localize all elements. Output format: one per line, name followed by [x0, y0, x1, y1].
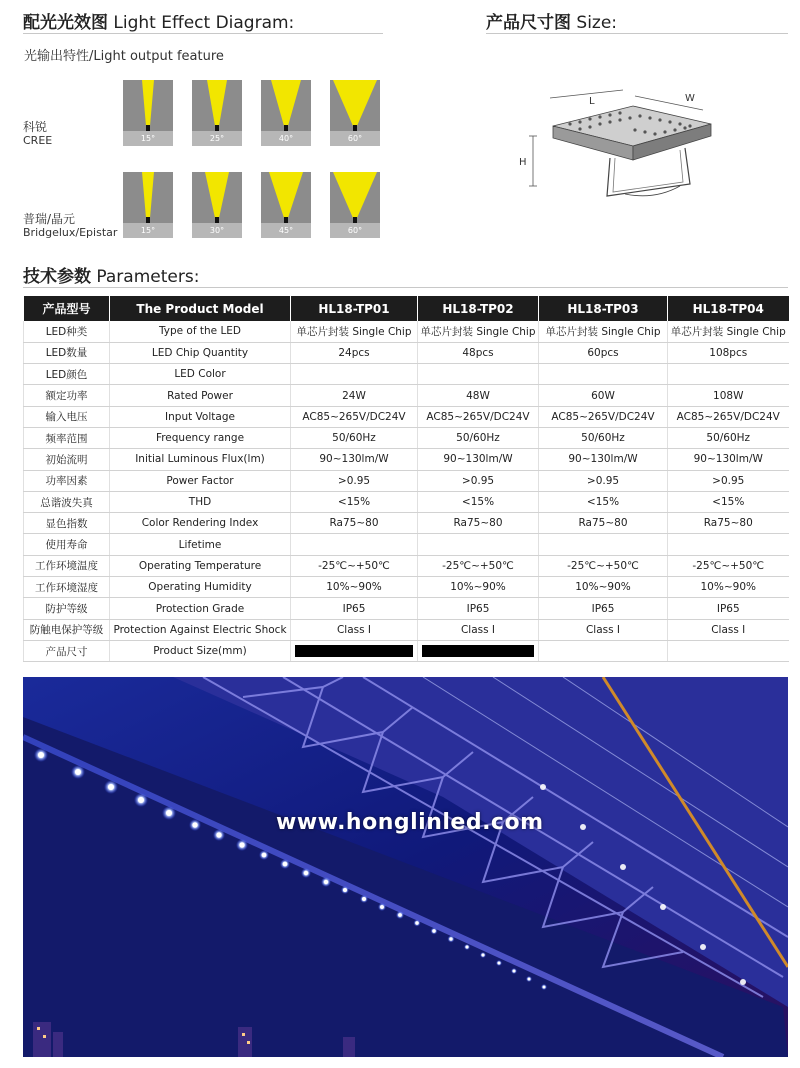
param-value: 单芯片封装 Single Chip — [539, 321, 668, 342]
param-name-cn: 额定功率 — [24, 385, 110, 406]
product-size-diagram — [515, 88, 720, 208]
param-value — [539, 364, 668, 385]
led-chip-icon — [215, 125, 219, 131]
param-value: 48W — [418, 385, 539, 406]
param-value: IP65 — [539, 598, 668, 619]
param-value: 90~130lm/W — [418, 449, 539, 470]
maker-name-en: Bridgelux/Epistar — [23, 226, 118, 239]
beam-angle-tile — [192, 80, 242, 146]
param-value: 单芯片封装 Single Chip — [418, 321, 539, 342]
param-name-en: Rated Power — [110, 385, 291, 406]
param-value: 60W — [539, 385, 668, 406]
param-value: <15% — [539, 491, 668, 512]
table-header-cell: 产品型号 — [24, 296, 110, 321]
param-value: 90~130lm/W — [668, 449, 789, 470]
table-row — [24, 619, 789, 640]
param-value: 24W — [291, 385, 418, 406]
param-name-en: LED Chip Quantity — [110, 342, 291, 363]
param-name-en: LED Color — [110, 364, 291, 385]
param-name-en: Frequency range — [110, 427, 291, 448]
light-cone-icon — [192, 80, 242, 131]
led-chip-icon — [284, 217, 288, 223]
param-value: IP65 — [668, 598, 789, 619]
dimension-H: H — [519, 157, 527, 168]
param-name-en: Color Rendering Index — [110, 513, 291, 534]
param-value: -25℃~+50℃ — [291, 555, 418, 576]
light-output-feature-label: 光输出特性/Light output feature — [24, 49, 224, 64]
param-value: 90~130lm/W — [291, 449, 418, 470]
table-row — [24, 491, 789, 512]
param-value — [668, 640, 789, 661]
param-value: 50/60Hz — [668, 427, 789, 448]
param-value: -25℃~+50℃ — [539, 555, 668, 576]
param-name-en: Protection Against Electric Shock — [110, 619, 291, 640]
param-value — [539, 640, 668, 661]
param-value: 50/60Hz — [291, 427, 418, 448]
dimension-W: W — [685, 93, 695, 104]
table-row — [24, 385, 789, 406]
param-name-en: Power Factor — [110, 470, 291, 491]
param-name-cn: 输入电压 — [24, 406, 110, 427]
table-row — [24, 342, 789, 363]
divider — [23, 33, 383, 34]
table-row — [24, 449, 789, 470]
dimension-L: L — [589, 96, 595, 107]
param-value: AC85~265V/DC24V — [418, 406, 539, 427]
table-header-cell: HL18-TP01 — [291, 296, 418, 321]
table-row — [24, 598, 789, 619]
param-value: 50/60Hz — [418, 427, 539, 448]
param-value: <15% — [291, 491, 418, 512]
param-value: Ra75~80 — [668, 513, 789, 534]
led-chip-icon — [146, 125, 150, 131]
beam-angle-tile — [123, 80, 173, 146]
param-value — [418, 364, 539, 385]
website-watermark: www.honglinled.com — [276, 810, 544, 835]
light-effect-header — [23, 8, 294, 33]
param-value — [668, 534, 789, 555]
param-value: IP65 — [291, 598, 418, 619]
table-row — [24, 534, 789, 555]
param-value: 48pcs — [418, 342, 539, 363]
table-row — [24, 555, 789, 576]
beam-angle-label: 60° — [347, 226, 363, 235]
param-value: -25℃~+50℃ — [668, 555, 789, 576]
param-name-cn: 总谐波失真 — [24, 491, 110, 512]
param-name-cn: 使用寿命 — [24, 534, 110, 555]
param-value: Class I — [291, 619, 418, 640]
light-effect-title-cn: 配光光效图 — [23, 13, 108, 33]
table-row — [24, 321, 789, 342]
param-value: IP65 — [418, 598, 539, 619]
beam-angle-label: 15° — [140, 226, 156, 235]
table-header-cell: The Product Model — [110, 296, 291, 321]
table-header-cell: HL18-TP03 — [539, 296, 668, 321]
param-value: AC85~265V/DC24V — [539, 406, 668, 427]
param-value: Ra75~80 — [418, 513, 539, 534]
param-value: 60pcs — [539, 342, 668, 363]
param-name-cn: 防护等级 — [24, 598, 110, 619]
param-name-cn: 防触电保护等级 — [24, 619, 110, 640]
param-name-cn: 工作环境湿度 — [24, 577, 110, 598]
param-value: 10%~90% — [668, 577, 789, 598]
param-value: 50/60Hz — [539, 427, 668, 448]
table-header-cell: HL18-TP02 — [418, 296, 539, 321]
beam-angle-tile — [261, 80, 311, 146]
param-name-en: Operating Humidity — [110, 577, 291, 598]
param-name-en: Lifetime — [110, 534, 291, 555]
led-chip-icon — [353, 125, 357, 131]
param-value: 单芯片封装 Single Chip — [291, 321, 418, 342]
table-row — [24, 577, 789, 598]
maker-label-bridgelux — [23, 212, 117, 240]
beam-angle-label: 40° — [278, 134, 294, 143]
beam-angle-label: 45° — [278, 226, 294, 235]
param-name-cn: 频率范围 — [24, 427, 110, 448]
param-value: 10%~90% — [539, 577, 668, 598]
param-value: >0.95 — [668, 470, 789, 491]
param-value: 10%~90% — [291, 577, 418, 598]
redacted-size-bar — [295, 645, 413, 657]
param-value: -25℃~+50℃ — [418, 555, 539, 576]
table-row — [24, 427, 789, 448]
param-name-cn: 功率因素 — [24, 470, 110, 491]
beam-angle-tile — [330, 172, 380, 238]
led-chip-icon — [284, 125, 288, 131]
param-value: Ra75~80 — [291, 513, 418, 534]
param-name-en: Operating Temperature — [110, 555, 291, 576]
table-row — [24, 640, 789, 661]
led-chip-icon — [215, 217, 219, 223]
param-value — [539, 534, 668, 555]
param-value — [418, 534, 539, 555]
beam-angle-label: 60° — [347, 134, 363, 143]
param-value: <15% — [668, 491, 789, 512]
param-value: 单芯片封装 Single Chip — [668, 321, 789, 342]
param-name-cn: 工作环境温度 — [24, 555, 110, 576]
param-name-cn: LED种类 — [24, 321, 110, 342]
param-value: 108pcs — [668, 342, 789, 363]
size-header — [486, 8, 617, 33]
table-header-row — [24, 296, 789, 321]
param-name-cn: 产品尺寸 — [24, 640, 110, 661]
param-name-en: Product Size(mm) — [110, 640, 291, 661]
size-title-en: Size: — [576, 13, 618, 33]
param-value: AC85~265V/DC24V — [668, 406, 789, 427]
maker-name-en: CREE — [23, 134, 53, 147]
param-value: AC85~265V/DC24V — [291, 406, 418, 427]
param-name-en: Protection Grade — [110, 598, 291, 619]
light-cone-icon — [123, 172, 173, 223]
param-value: >0.95 — [418, 470, 539, 491]
beam-angle-label: 25° — [209, 134, 225, 143]
param-value — [291, 640, 418, 661]
bridge-night-photo — [23, 677, 788, 1057]
light-cone-icon — [123, 80, 173, 131]
param-value — [668, 364, 789, 385]
divider — [486, 33, 788, 34]
redacted-size-bar — [422, 645, 534, 657]
maker-name-cn: 普瑞/晶元 — [23, 212, 76, 226]
parameters-title-en: Parameters: — [96, 267, 200, 287]
param-value: Class I — [418, 619, 539, 640]
light-cone-icon — [192, 172, 242, 223]
light-cone-icon — [261, 80, 311, 131]
parameters-table — [23, 296, 789, 662]
light-cone-icon — [261, 172, 311, 223]
param-value: 90~130lm/W — [539, 449, 668, 470]
parameters-header — [23, 262, 199, 287]
beam-angle-tile — [330, 80, 380, 146]
beam-angle-tile — [123, 172, 173, 238]
param-value: 24pcs — [291, 342, 418, 363]
beam-angle-label: 30° — [209, 226, 225, 235]
param-name-cn: 初始流明 — [24, 449, 110, 470]
param-value: <15% — [418, 491, 539, 512]
led-chip-icon — [146, 217, 150, 223]
param-name-en: Initial Luminous Flux(lm) — [110, 449, 291, 470]
maker-name-cn: 科锐 — [23, 120, 48, 134]
table-row — [24, 470, 789, 491]
param-value — [291, 534, 418, 555]
param-name-en: Type of the LED — [110, 321, 291, 342]
table-row — [24, 406, 789, 427]
led-chip-icon — [353, 217, 357, 223]
maker-label-cree — [23, 120, 52, 148]
param-value: Class I — [668, 619, 789, 640]
param-value — [418, 640, 539, 661]
param-value: Class I — [539, 619, 668, 640]
param-value: 108W — [668, 385, 789, 406]
light-cone-icon — [330, 80, 380, 131]
param-value: >0.95 — [291, 470, 418, 491]
param-name-cn: 显色指数 — [24, 513, 110, 534]
light-cone-icon — [330, 172, 380, 223]
table-header-cell: HL18-TP04 — [668, 296, 789, 321]
table-row — [24, 364, 789, 385]
param-name-cn: LED数量 — [24, 342, 110, 363]
param-name-en: Input Voltage — [110, 406, 291, 427]
beam-angle-label: 15° — [140, 134, 156, 143]
param-value: Ra75~80 — [539, 513, 668, 534]
parameters-title-cn: 技术参数 — [23, 267, 91, 287]
param-value: 10%~90% — [418, 577, 539, 598]
beam-angle-tile — [192, 172, 242, 238]
beam-angle-tile — [261, 172, 311, 238]
param-value — [291, 364, 418, 385]
divider — [23, 287, 788, 288]
param-name-cn: LED颜色 — [24, 364, 110, 385]
bridge-illustration — [23, 677, 788, 1057]
param-name-en: THD — [110, 491, 291, 512]
param-value: >0.95 — [539, 470, 668, 491]
light-effect-title-en: Light Effect Diagram: — [113, 13, 295, 33]
fixture-drawing — [553, 106, 711, 196]
size-title-cn: 产品尺寸图 — [486, 13, 571, 33]
table-row — [24, 513, 789, 534]
